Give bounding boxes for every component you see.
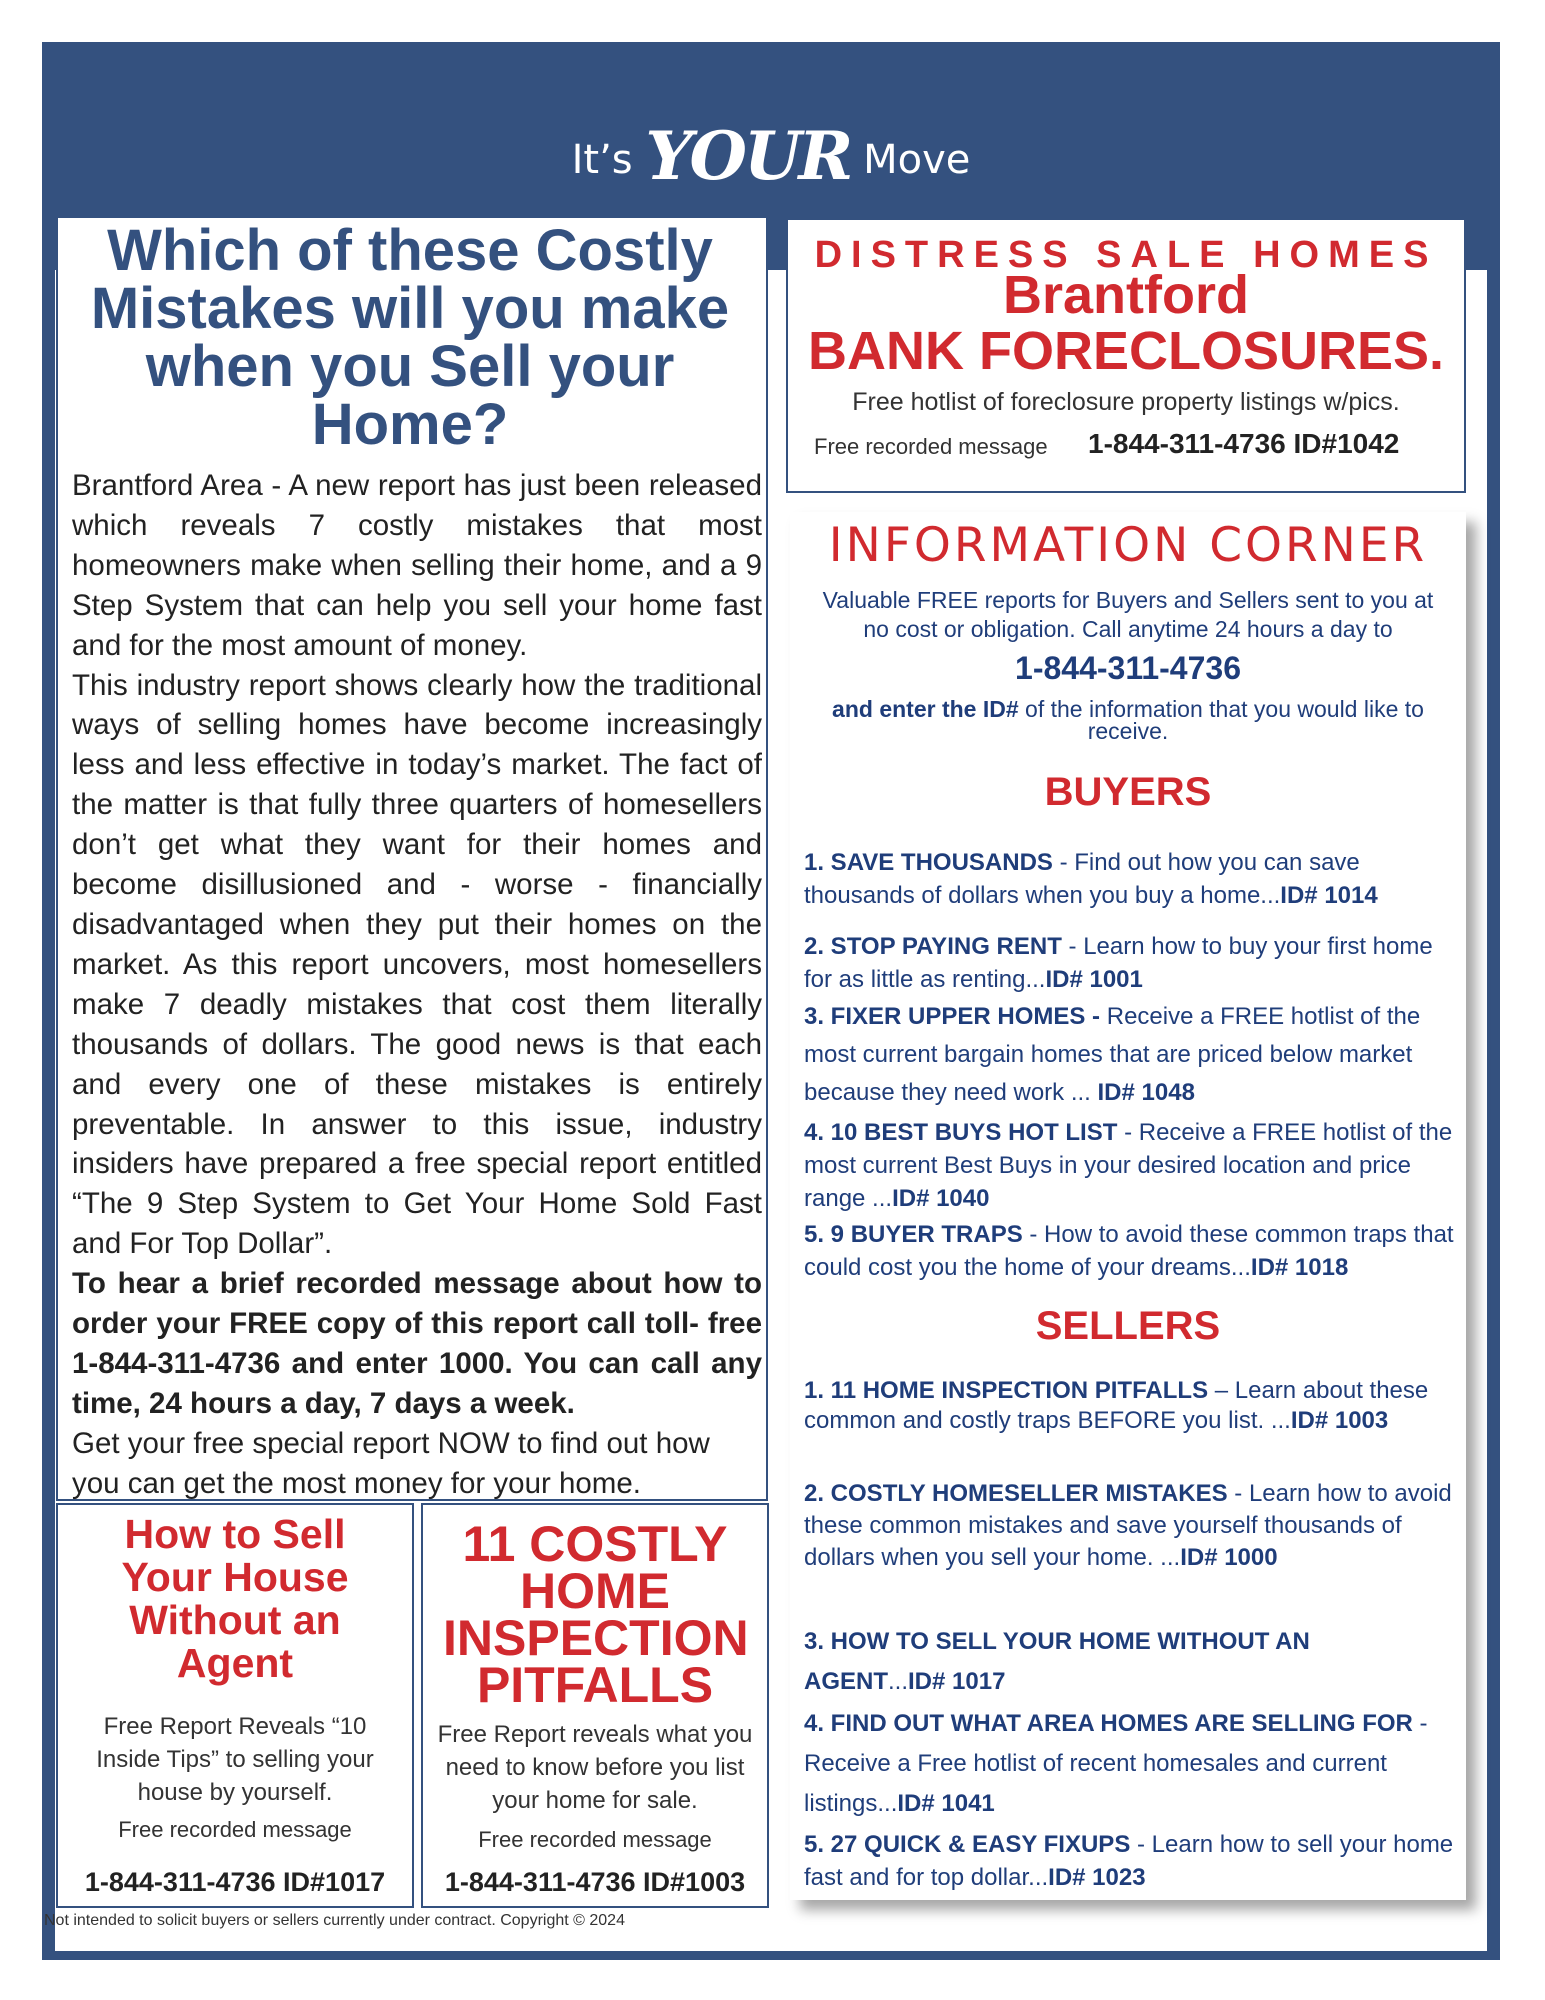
information-corner [790,512,1466,1900]
agent-report-title: How to Sell Your House Without an Agent [121,1511,349,1686]
brand-emphasis: YOUR [645,117,851,195]
brand-prefix: It’s [571,137,633,183]
seller-item: 1. 11 HOME INSPECTION PITFALLS – Learn about these common and costly traps BEFORE you list. ...ID# 1003 [804,1377,1429,1434]
distress-city: Brantford [1003,265,1249,325]
agent-report-box [56,1503,414,1908]
agent-report-text: Free Report Reveals “10 Inside Tips” to selling your house by yourself. [96,1713,374,1806]
info-title: INFORMATION CORNER [828,518,1428,573]
info-phone: 1-844-311-4736 [1015,650,1241,686]
seller-item: 3. HOW TO SELL YOUR HOME WITHOUT AN AGENT...ID# 1017 [804,1628,1310,1695]
seller-item: 5. 27 QUICK & EASY FIXUPS - Learn how to sell your home fast and for top dollar...ID# 1023 [804,1831,1454,1891]
buyer-item: 2. STOP PAYING RENT - Learn how to buy your first home for as little as renting...ID# 1001 [804,933,1433,993]
inspection-report-recorded: Free recorded message [478,1827,712,1852]
inspection-report-phone: 1-844-311-4736 ID#1003 [444,1867,746,1897]
brand-suffix: Move [863,137,971,183]
article-headline: Which of these Costly Mistakes will you make when you Sell your Home? [90,218,730,457]
distress-recorded: Free recorded message [814,434,1048,459]
buyer-item: 4. 10 BEST BUYS HOT LIST - Receive a FREE hotlist of the most current Best Buys in your desired location and price range ...ID# 1040 [804,1119,1453,1212]
article-body [72,466,762,1504]
buyer-item: 3. FIXER UPPER HOMES - Receive a FREE hotlist of the most current bargain homes that are priced below market because they need work ... ID# 1048 [804,1003,1421,1106]
buyer-item: 5. 9 BUYER TRAPS - How to avoid these common traps that could cost you the home of your dreams...ID# 1018 [804,1221,1454,1281]
brand-title [42,117,1500,195]
agent-report-recorded: Free recorded message [118,1817,352,1842]
info-instruction [810,698,1446,742]
distress-sale-box [786,218,1466,493]
distress-phone: 1-844-311-4736 ID#1042 [1088,428,1400,459]
info-intro: Valuable FREE reports for Buyers and Sellers sent to you at no cost or obligation. Call anytime 24 hours a day to [822,587,1434,642]
inspection-report-title: 11 COSTLY HOME INSPECTION PITFALLS [443,1516,749,1713]
buyers-title: BUYERS [1044,770,1212,814]
article-paragraph: This industry report shows clearly how the traditional ways of selling homes have become increasingly less and less effective in today’s market. The fact of the matter is that fully three quarters of homesellers don’t get what they want for their homes and become disillusioned and - worse - financially disadvantaged when they put their homes on the market. As this report uncovers, most homesellers make 7 deadly mistakes that cost them literally thousands of dollars. The good news is that each and every one of these mistakes is entirely preventable. In answer to this issue, industry insiders have prepared a free special report entitled “The 9 Step System to Get Your Home Sold Fast and For Top Dollar”. [72,668,762,1261]
inspection-report-box [421,1503,769,1908]
sellers-title: SELLERS [1035,1304,1221,1348]
article-paragraph: Get your free special report NOW to find out how you can get the most money for your home. [72,1426,710,1500]
seller-item: 4. FIND OUT WHAT AREA HOMES ARE SELLING FOR - Receive a Free hotlist of recent homesales and current listings...ID# 1041 [804,1710,1428,1817]
inspection-report-text: Free Report reveals what you need to know before you list your home for sale. [437,1721,753,1814]
distress-heading: DISTRESS SALE HOMES [814,234,1438,276]
agent-report-phone: 1-844-311-4736 ID#1017 [84,1867,386,1897]
distress-title: BANK FORECLOSURES. [807,321,1445,381]
seller-item: 2. COSTLY HOMESELLER MISTAKES - Learn how to avoid these common mistakes and save yourself thousands of dollars when you sell your home. ...ID# 1000 [804,1480,1452,1571]
buyer-item: 1. SAVE THOUSANDS - Find out how you can save thousands of dollars when you buy a home...ID# 1014 [804,849,1378,909]
article-callout: To hear a brief recorded message about how to order your FREE copy of this report call toll- free 1-844-311-4736 and enter 1000. You can call any time, 24 hours a day, 7 days a week. [72,1267,762,1420]
footer-disclaimer: Not intended to solicit buyers or sellers currently under contract. Copyright © 2024 [44,1912,625,1929]
distress-description: Free hotlist of foreclosure property listings w/pics. [852,388,1400,416]
info-instruction-text: of the information that you would like to receive. [1018,696,1424,744]
info-instruction-bold: and enter the ID# [832,696,1019,722]
article-paragraph: Brantford Area - A new report has just been released which reveals 7 costly mistakes that most homeowners make when selling their home, and a 9 Step System that can help you sell your home fast and for the most amount of money. [72,469,762,662]
